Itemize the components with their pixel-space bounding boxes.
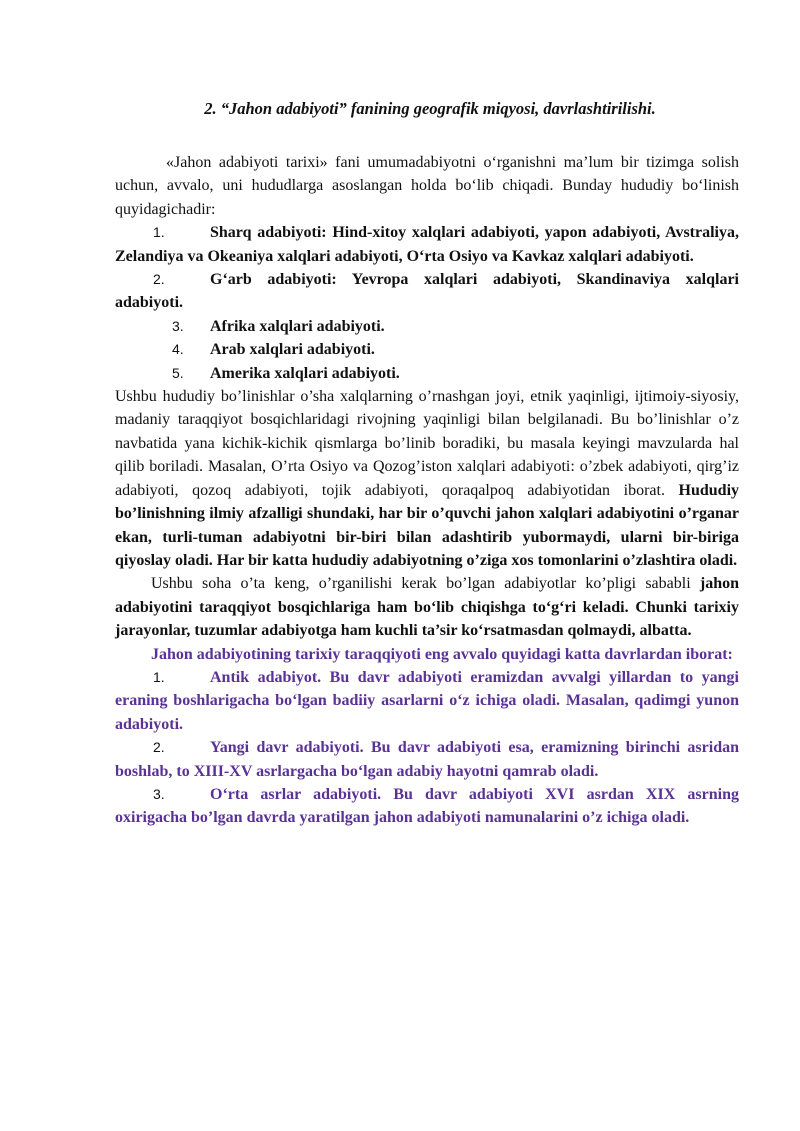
list-number: 5. bbox=[172, 364, 184, 381]
regions-paragraph bbox=[115, 385, 739, 572]
region-text: Amerika xalqlari adabiyoti. bbox=[210, 364, 400, 382]
section-title: 2. “Jahon adabiyoti” fanining geografik miqyosi, davrlashtirilishi. bbox=[204, 99, 656, 118]
period-text: Yangi davr adabiyoti. Bu davr adabiyoti esa, eramizning birinchi asridan boshlab, to XIII-XV asrlargacha bo‘lgan adabiy hayotni qamrab oladi. bbox=[115, 739, 739, 780]
intro-paragraph: «Jahon adabiyoti tarixi» fani umumadabiyotni o‘rganishni ma’lum bir tizimga solish uchun, avvalo, uni hududlarga asoslangan holda bo‘lib chiqadi. Bunday hududiy bo‘linish quyidagichadir: bbox=[115, 154, 739, 218]
regions-paragraph-text: Ushbu hududiy bo’linishlar o’sha xalqlarning o’rnashgan joyi, etnik yaqinligi, ijtimoiy-siyosiy, madaniy taraqqiyot bosqichlaridagi rivojning yaqinligi bilan belgilanadi. Bu bo’linishlar o’z navbatida yana kichik-kichik qismlarga bo’linib boradiki, bu masala keyingi mavzularda hal qilib boriladi. Masalan, O’rta Osiyo va Qozog’iston xalqlari adabiyoti: o’zbek adabiyoti, qirg’iz adabiyoti, qozoq adabiyoti, tojik adabiyoti, qoraqalpoq adabiyotidan iborat. bbox=[115, 388, 739, 499]
list-number: 1. bbox=[153, 224, 165, 241]
list-number: 2. bbox=[153, 739, 165, 756]
period-text: Antik adabiyot. Bu davr adabiyoti eramizdan avvalgi yillardan to yangi eraning boshlarigacha bo‘lgan badiiy asarlarni o‘z ichiga oladi. Masalan, qadimgi yunon adabiyoti. bbox=[115, 668, 739, 733]
region-item-4 bbox=[115, 338, 739, 361]
list-number: 3. bbox=[172, 317, 184, 334]
period-item-3 bbox=[115, 783, 739, 830]
region-item-5 bbox=[115, 362, 739, 385]
study-paragraph-emphasis: jahon adabiyotini taraqqiyot bosqichlariga ham bo‘lib chiqishga to‘g‘ri keladi. Chunki tarixiy jarayonlar, tuzumlar adabiyotga ham kuchli ta’sir ko‘rsatmasdan qolmaydi, albatta. bbox=[115, 575, 740, 640]
region-text: Arab xalqlari adabiyoti. bbox=[210, 341, 375, 359]
period-text: O‘rta asrlar adabiyoti. Bu davr adabiyoti XVI asrdan XIX asrning oxirigacha bo’lgan davrda yaratilgan jahon adabiyoti namunalarini o’z ichiga oladi. bbox=[115, 785, 739, 827]
list-number: 3. bbox=[153, 785, 165, 802]
regions-paragraph-emphasis: Hududiy bo’linishning ilmiy afzalligi shundaki, har bir o’quvchi jahon xalqlari adabiyotini o’rganar ekan, turli-tuman adabiyotni bir-biri bilan adashtirib yubormaydi, ularni bir-biriga qiyoslay oladi. Har bir katta hududiy adabiyotning o’ziga xos tomonlarini o’zlashtira oladi. bbox=[115, 481, 740, 569]
document-body bbox=[115, 151, 739, 830]
list-number: 2. bbox=[153, 271, 165, 288]
periods-intro: Jahon adabiyotining tarixiy taraqqiyoti eng avvalo quyidagi katta davrlardan iborat: bbox=[151, 645, 733, 663]
study-paragraph bbox=[115, 572, 739, 642]
list-number: 1. bbox=[153, 668, 165, 685]
period-item-1 bbox=[115, 666, 739, 736]
study-paragraph-text: Ushbu soha o’ta keng, o’rganilishi kerak bo’lgan adabiyotlar ko’pligi sababli bbox=[151, 575, 691, 593]
region-item-1 bbox=[115, 221, 739, 268]
period-item-2 bbox=[115, 736, 739, 783]
region-item-3 bbox=[115, 315, 739, 338]
region-text: Sharq adabiyoti: Hind-xitoy xalqlari adabiyoti, yapon adabiyoti, Avstraliya, Zelandiya va Okeaniya xalqlari adabiyoti, O‘rta Osiyo va Kavkaz xalqlari adabiyoti. bbox=[115, 224, 739, 265]
list-number: 4. bbox=[172, 341, 184, 358]
region-text: Afrika xalqlari adabiyoti. bbox=[210, 317, 385, 335]
region-text: G‘arb adabiyoti: Yevropa xalqlari adabiyoti, Skandinaviya xalqlari adabiyoti. bbox=[115, 271, 739, 312]
region-item-2 bbox=[115, 268, 739, 315]
